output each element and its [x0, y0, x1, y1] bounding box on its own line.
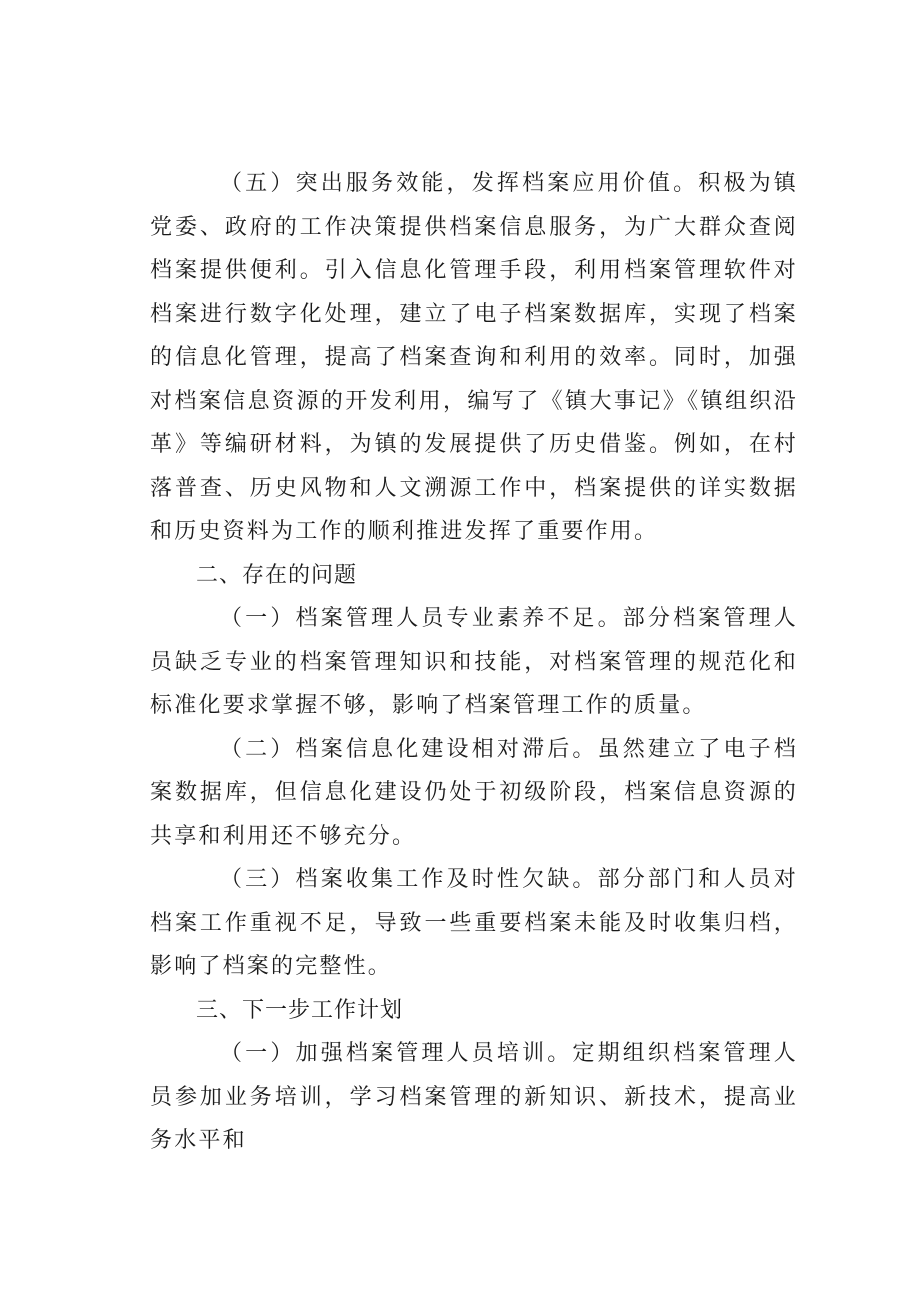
paragraph-service-efficiency: （五）突出服务效能，发挥档案应用价值。积极为镇党委、政府的工作决策提供档案信息服务，为广大群众查阅档案提供便利。引入信息化管理手段，利用档案管理软件对档案进行数字化处理，建立了电子档案数据库，实现了档案的信息化管理，提高了档案查询和利用的效率。同时，加强对档案信息资源的开发利用，编写了《镇大事记》《镇组织沿革》等编研材料，为镇的发展提供了历史借鉴。例如，在村落普查、历史风物和人文溯源工作中，档案提供的详实数据和历史资料为工作的顺利推进发挥了重要作用。 — [150, 171, 798, 544]
paragraph-staff-competence: （一）档案管理人员专业素养不足。部分档案管理人员缺乏专业的档案管理知识和技能，对档案管理的规范化和标准化要求掌握不够，影响了档案管理工作的质量。 — [150, 606, 798, 718]
paragraph-collection-timeliness: （三）档案收集工作及时性欠缺。部分部门和人员对档案工作重视不足，导致一些重要档案未能及时收集归档，影响了档案的完整性。 — [150, 867, 798, 979]
section-heading-next-steps: 三、下一步工作计划 — [196, 997, 404, 1023]
paragraph-informatization: （二）档案信息化建设相对滞后。虽然建立了电子档案数据库，但信息化建设仍处于初级阶段，档案信息资源的共享和利用还不够充分。 — [150, 736, 798, 849]
document-page — [150, 162, 798, 1163]
section-heading-problems: 二、存在的问题 — [196, 562, 358, 588]
paragraph-staff-training: （一）加强档案管理人员培训。定期组织档案管理人员参加业务培训，学习档案管理的新知识、新技术，提高业务水平和 — [150, 1041, 798, 1153]
